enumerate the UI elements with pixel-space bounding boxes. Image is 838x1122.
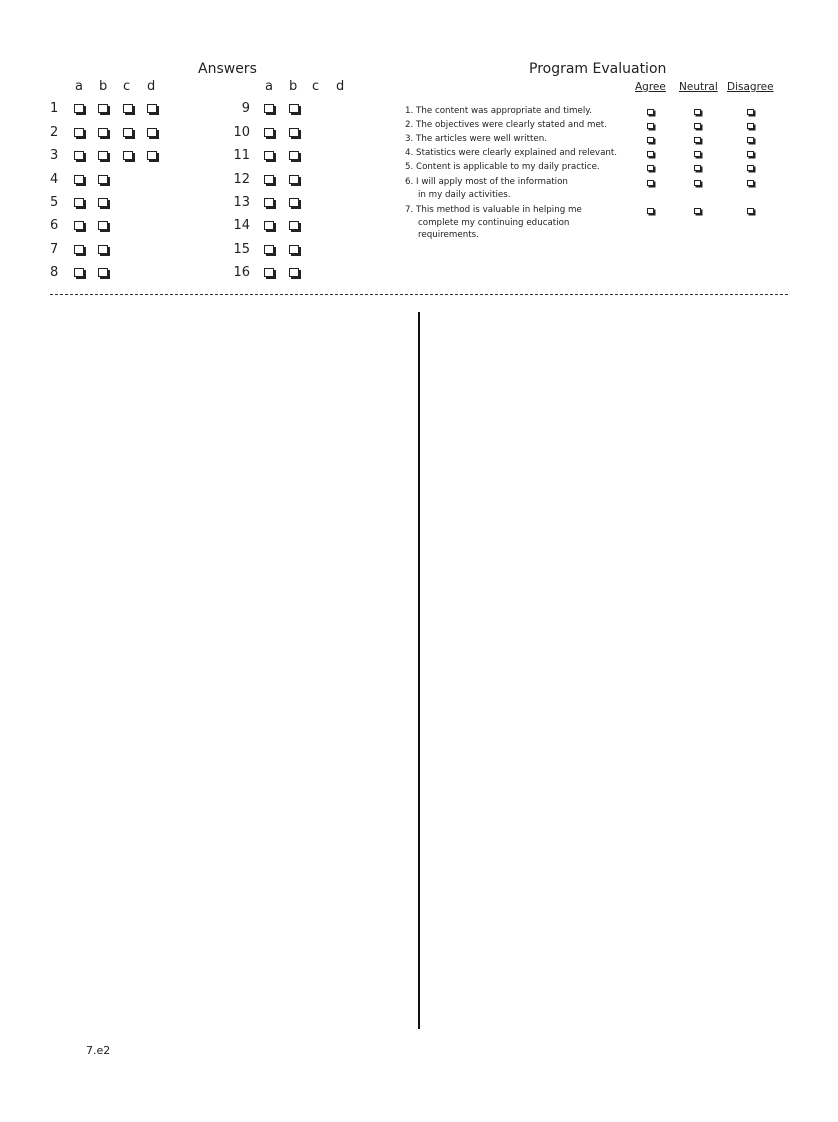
column-label-d: d [336, 79, 345, 94]
evaluation-checkbox-agree[interactable] [647, 151, 654, 157]
question-number: 9 [241, 101, 250, 116]
column-label-d: d [147, 79, 156, 94]
evaluation-checkbox-neutral[interactable] [694, 137, 701, 143]
evaluation-item-text: 3. The articles were well written. [405, 134, 547, 144]
header-neutral: Neutral [679, 81, 718, 93]
footer-code: 7.e2 [86, 1044, 111, 1057]
question-number: 11 [233, 148, 250, 163]
evaluation-checkbox-disagree[interactable] [747, 208, 754, 214]
answer-checkbox-b[interactable] [289, 104, 299, 113]
evaluation-item-text: 7. This method is valuable in helping me [405, 205, 582, 215]
answer-checkbox-a[interactable] [264, 221, 274, 230]
evaluation-checkbox-neutral[interactable] [694, 208, 701, 214]
answer-checkbox-a[interactable] [264, 175, 274, 184]
evaluation-checkbox-disagree[interactable] [747, 137, 754, 143]
evaluation-checkbox-disagree[interactable] [747, 165, 754, 171]
evaluation-checkbox-agree[interactable] [647, 109, 654, 115]
evaluation-item-text: requirements. [418, 230, 479, 240]
question-number: 15 [233, 242, 250, 257]
question-number: 16 [233, 265, 250, 280]
question-number: 10 [233, 125, 250, 140]
answer-checkbox-b[interactable] [289, 268, 299, 277]
evaluation-item-text: in my daily activities. [418, 189, 511, 200]
evaluation-checkbox-disagree[interactable] [747, 180, 754, 186]
header-agree: Agree [635, 81, 666, 93]
answer-checkbox-b[interactable] [289, 128, 299, 137]
column-label-b: b [99, 79, 108, 94]
vertical-divider [418, 312, 420, 1029]
question-number: 3 [50, 148, 59, 163]
evaluation-item-text: 1. The content was appropriate and timely. [405, 106, 592, 116]
column-label-c: c [123, 79, 131, 94]
answer-checkbox-b[interactable] [289, 221, 299, 230]
evaluation-item-text: 4. Statistics were clearly explained and relevant. [405, 148, 618, 158]
question-number: 5 [50, 195, 59, 210]
question-number: 14 [233, 218, 250, 233]
evaluation-checkbox-disagree[interactable] [747, 123, 754, 129]
column-label-a: a [75, 79, 83, 94]
evaluation-checkbox-disagree[interactable] [747, 151, 754, 157]
answer-checkbox-a[interactable] [264, 268, 274, 277]
answer-checkbox-a[interactable] [264, 128, 274, 137]
question-number: 2 [50, 125, 59, 140]
question-number: 4 [50, 172, 59, 187]
evaluation-item-text: 5. Content is applicable to my daily practice. [405, 162, 600, 172]
evaluation-checkbox-agree[interactable] [647, 123, 654, 129]
evaluation-item-text: 2. The objectives were clearly stated and met. [405, 120, 607, 130]
answer-checkbox-b[interactable] [289, 175, 299, 184]
question-number: 8 [50, 265, 59, 280]
evaluation-checkbox-agree[interactable] [647, 137, 654, 143]
question-number: 1 [50, 101, 59, 116]
answers-title: Answers [198, 61, 257, 77]
question-number: 7 [50, 242, 59, 257]
column-label-b: b [289, 79, 298, 94]
question-number: 13 [233, 195, 250, 210]
evaluation-checkbox-agree[interactable] [647, 165, 654, 171]
column-label-c: c [312, 79, 320, 94]
evaluation-checkbox-neutral[interactable] [694, 180, 701, 186]
evaluation-checkbox-agree[interactable] [647, 180, 654, 186]
evaluation-checkbox-neutral[interactable] [694, 109, 701, 115]
evaluation-item-text: complete my continuing education [418, 217, 570, 228]
answer-checkbox-b[interactable] [289, 151, 299, 160]
answer-checkbox-a[interactable] [264, 104, 274, 113]
answer-checkbox-a[interactable] [264, 151, 274, 160]
evaluation-checkbox-neutral[interactable] [694, 165, 701, 171]
column-label-a: a [265, 79, 273, 94]
dashed-divider [50, 294, 788, 295]
evaluation-checkbox-neutral[interactable] [694, 151, 701, 157]
answer-checkbox-b[interactable] [289, 245, 299, 254]
header-disagree: Disagree [727, 81, 774, 93]
evaluation-checkbox-neutral[interactable] [694, 123, 701, 129]
answer-checkbox-a[interactable] [264, 198, 274, 207]
evaluation-checkbox-agree[interactable] [647, 208, 654, 214]
evaluation-title: Program Evaluation [529, 61, 667, 77]
answer-checkbox-a[interactable] [264, 245, 274, 254]
evaluation-checkbox-disagree[interactable] [747, 109, 754, 115]
question-number: 12 [233, 172, 250, 187]
answer-checkbox-b[interactable] [289, 198, 299, 207]
evaluation-item-text: 6. I will apply most of the information [405, 177, 568, 187]
question-number: 6 [50, 218, 59, 233]
